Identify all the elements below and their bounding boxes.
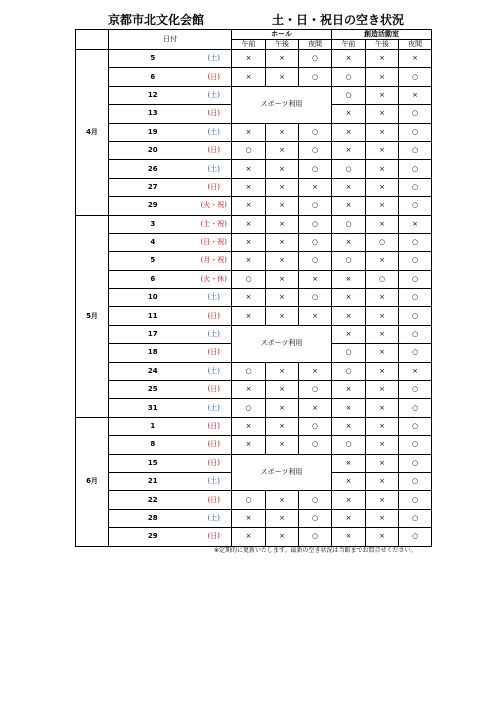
hall-status-cell: × <box>266 215 299 233</box>
studio-status-cell: × <box>332 417 366 435</box>
table-row <box>76 528 432 546</box>
studio-status-cell: × <box>399 50 432 68</box>
studio-status-cell: ○ <box>399 233 432 251</box>
day-number: 20 <box>109 141 197 159</box>
day-number: 29 <box>109 197 197 215</box>
studio-status-cell: × <box>366 289 399 307</box>
day-number: 8 <box>109 436 197 454</box>
studio-status-cell: ○ <box>399 381 432 399</box>
day-number: 5 <box>109 252 197 270</box>
hall-status-cell: × <box>266 252 299 270</box>
table-row <box>76 233 432 251</box>
hall-status-cell: × <box>232 160 266 178</box>
day-number: 22 <box>109 491 197 509</box>
hall-status-cell: × <box>232 252 266 270</box>
hall-status-cell: × <box>299 270 332 288</box>
hall-status-cell: ○ <box>299 509 332 527</box>
studio-status-cell: ○ <box>332 160 366 178</box>
studio-status-cell: × <box>366 178 399 196</box>
day-of-week: (土) <box>197 289 232 307</box>
day-of-week: (土) <box>197 509 232 527</box>
day-number: 19 <box>109 123 197 141</box>
table-row <box>76 68 432 86</box>
header-studio-afternoon: 午後 <box>366 40 399 50</box>
day-of-week: (日) <box>197 528 232 546</box>
studio-status-cell: ○ <box>399 141 432 159</box>
hall-status-cell: ○ <box>299 417 332 435</box>
studio-status-cell: × <box>366 362 399 380</box>
day-of-week: (土) <box>197 123 232 141</box>
day-number: 5 <box>109 50 197 68</box>
hall-status-cell: ○ <box>299 50 332 68</box>
hall-status-cell: × <box>232 417 266 435</box>
facility-title: 京都市北文化会館 <box>108 13 205 27</box>
hall-status-cell: × <box>232 197 266 215</box>
month-label: 4月 <box>76 50 109 216</box>
table-row <box>76 50 432 68</box>
studio-status-cell: ○ <box>332 344 366 362</box>
studio-status-cell: × <box>332 197 366 215</box>
header-studio-night: 夜間 <box>399 40 432 50</box>
hall-status-cell: × <box>266 399 299 417</box>
studio-status-cell: × <box>332 50 366 68</box>
header-hall-morning: 午前 <box>232 40 266 50</box>
header-studio-morning: 午前 <box>332 40 366 50</box>
hall-status-cell: × <box>266 197 299 215</box>
studio-status-cell: ○ <box>399 105 432 123</box>
table-row <box>76 86 432 104</box>
studio-status-cell: × <box>366 381 399 399</box>
table-row <box>76 160 432 178</box>
day-of-week: (日・祝) <box>197 233 232 251</box>
table-row <box>76 197 432 215</box>
studio-status-cell: × <box>366 105 399 123</box>
hall-status-cell: × <box>266 68 299 86</box>
day-number: 10 <box>109 289 197 307</box>
hall-status-cell: × <box>266 528 299 546</box>
day-number: 28 <box>109 509 197 527</box>
studio-status-cell: ○ <box>399 68 432 86</box>
table-row <box>76 178 432 196</box>
hall-status-cell: × <box>232 307 266 325</box>
studio-status-cell: × <box>332 325 366 343</box>
studio-status-cell: × <box>366 528 399 546</box>
day-number: 21 <box>109 472 197 490</box>
studio-status-cell: ○ <box>399 344 432 362</box>
studio-status-cell: ○ <box>399 160 432 178</box>
hall-status-cell: × <box>266 436 299 454</box>
day-of-week: (日) <box>197 436 232 454</box>
hall-status-cell: × <box>232 68 266 86</box>
studio-status-cell: × <box>366 160 399 178</box>
studio-status-cell: × <box>366 307 399 325</box>
studio-status-cell: × <box>332 528 366 546</box>
hall-status-cell: × <box>266 178 299 196</box>
hall-status-cell: ○ <box>232 399 266 417</box>
hall-status-cell: ○ <box>299 141 332 159</box>
hall-status-cell: × <box>266 160 299 178</box>
header-corner <box>76 30 109 50</box>
studio-status-cell: × <box>366 252 399 270</box>
day-of-week: (日) <box>197 105 232 123</box>
studio-status-cell: × <box>366 215 399 233</box>
hall-status-cell: × <box>266 362 299 380</box>
studio-status-cell: ○ <box>332 215 366 233</box>
hall-status-cell: ○ <box>299 215 332 233</box>
hall-status-cell: × <box>299 178 332 196</box>
header-hall-night: 夜間 <box>299 40 332 50</box>
studio-status-cell: × <box>366 197 399 215</box>
studio-status-cell: × <box>332 454 366 472</box>
studio-status-cell: × <box>332 141 366 159</box>
hall-status-cell: × <box>332 472 366 490</box>
day-of-week: (日) <box>197 307 232 325</box>
studio-status-cell: × <box>332 491 366 509</box>
studio-status-cell: ○ <box>399 491 432 509</box>
day-of-week: (火・祝) <box>197 197 232 215</box>
studio-status-cell: × <box>366 141 399 159</box>
studio-status-cell: ○ <box>399 454 432 472</box>
studio-status-cell: × <box>399 215 432 233</box>
day-of-week: (土) <box>197 160 232 178</box>
hall-status-cell: × <box>232 509 266 527</box>
studio-status-cell: ○ <box>399 123 432 141</box>
hall-status-cell: × <box>266 123 299 141</box>
day-number: 15 <box>109 454 197 472</box>
hall-status-cell: × <box>232 381 266 399</box>
hall-status-cell: × <box>232 178 266 196</box>
studio-status-cell: ○ <box>366 233 399 251</box>
hall-status-cell: ○ <box>232 362 266 380</box>
table-row <box>76 289 432 307</box>
hall-status-cell: ○ <box>299 197 332 215</box>
hall-status-cell: ○ <box>232 491 266 509</box>
hall-sports-use: スポーツ利用 <box>232 86 332 123</box>
hall-status-cell: ○ <box>299 160 332 178</box>
day-of-week: (日) <box>197 454 232 472</box>
hall-status-cell: ○ <box>299 289 332 307</box>
studio-status-cell: ○ <box>399 509 432 527</box>
table-row <box>76 399 432 417</box>
day-of-week: (土・祝) <box>197 215 232 233</box>
day-of-week: (土) <box>197 50 232 68</box>
studio-status-cell: × <box>332 123 366 141</box>
hall-status-cell: ○ <box>299 123 332 141</box>
studio-status-cell: ○ <box>399 197 432 215</box>
hall-status-cell: × <box>266 270 299 288</box>
studio-status-cell: × <box>332 178 366 196</box>
studio-status-cell: ○ <box>399 436 432 454</box>
studio-status-cell: ○ <box>399 289 432 307</box>
studio-status-cell: ○ <box>399 325 432 343</box>
table-row <box>76 307 432 325</box>
studio-status-cell: × <box>332 289 366 307</box>
table-row <box>76 252 432 270</box>
day-number: 6 <box>109 270 197 288</box>
header-date: 日付 <box>109 30 232 50</box>
month-label: 6月 <box>76 417 109 546</box>
studio-status-cell: × <box>366 417 399 435</box>
day-number: 31 <box>109 399 197 417</box>
studio-status-cell: × <box>366 399 399 417</box>
hall-status-cell: × <box>266 491 299 509</box>
studio-status-cell: ○ <box>332 362 366 380</box>
studio-status-cell: × <box>332 307 366 325</box>
header-hall: ホール <box>232 30 332 40</box>
hall-status-cell: × <box>266 417 299 435</box>
month-label: 5月 <box>76 215 109 417</box>
header-studio: 創造活動室 <box>332 30 432 40</box>
hall-status-cell: × <box>232 50 266 68</box>
hall-status-cell: ○ <box>299 233 332 251</box>
table-row <box>76 141 432 159</box>
day-number: 12 <box>109 86 197 104</box>
day-number: 27 <box>109 178 197 196</box>
studio-status-cell: ○ <box>399 307 432 325</box>
table-row <box>76 325 432 343</box>
studio-status-cell: ○ <box>399 528 432 546</box>
studio-status-cell: × <box>332 233 366 251</box>
availability-title: 土・日・祝日の空き状況 <box>272 13 405 27</box>
studio-status-cell: ○ <box>399 178 432 196</box>
hall-status-cell: × <box>232 289 266 307</box>
day-of-week: (日) <box>197 178 232 196</box>
studio-status-cell: × <box>399 86 432 104</box>
day-number: 13 <box>109 105 197 123</box>
day-of-week: (土) <box>197 399 232 417</box>
day-number: 11 <box>109 307 197 325</box>
studio-status-cell: ○ <box>399 252 432 270</box>
day-of-week: (土) <box>197 362 232 380</box>
hall-status-cell: ○ <box>299 381 332 399</box>
day-number: 26 <box>109 160 197 178</box>
hall-status-cell: × <box>232 123 266 141</box>
header-hall-afternoon: 午後 <box>266 40 299 50</box>
header-row-groups <box>76 30 432 40</box>
day-number: 18 <box>109 344 197 362</box>
update-note: ※定期的に更新いたします。最新の空き状況は当館までお問合せください。 <box>214 547 417 554</box>
studio-status-cell: ○ <box>399 417 432 435</box>
studio-status-cell: ○ <box>399 270 432 288</box>
studio-status-cell: × <box>366 325 399 343</box>
hall-status-cell: × <box>266 509 299 527</box>
studio-status-cell: × <box>399 362 432 380</box>
studio-status-cell: × <box>366 68 399 86</box>
hall-status-cell: × <box>266 141 299 159</box>
hall-status-cell: × <box>266 233 299 251</box>
studio-status-cell: × <box>366 491 399 509</box>
table-row <box>76 123 432 141</box>
studio-status-cell: × <box>366 86 399 104</box>
studio-status-cell: × <box>332 270 366 288</box>
day-of-week: (日) <box>197 141 232 159</box>
hall-status-cell: × <box>299 362 332 380</box>
day-of-week: (土) <box>197 325 232 343</box>
studio-status-cell: × <box>366 436 399 454</box>
hall-status-cell: ○ <box>299 436 332 454</box>
studio-status-cell: × <box>332 399 366 417</box>
day-number: 24 <box>109 362 197 380</box>
table-row <box>76 417 432 435</box>
studio-status-cell: × <box>366 509 399 527</box>
studio-status-cell: × <box>366 344 399 362</box>
availability-table <box>75 29 432 547</box>
hall-status-cell: ○ <box>399 472 432 490</box>
hall-status-cell: × <box>232 215 266 233</box>
day-of-week: (日) <box>197 381 232 399</box>
hall-status-cell: × <box>232 528 266 546</box>
table-row <box>76 491 432 509</box>
studio-status-cell: ○ <box>332 436 366 454</box>
day-number: 1 <box>109 417 197 435</box>
day-of-week: (月・祝) <box>197 252 232 270</box>
day-of-week: (日) <box>197 344 232 362</box>
studio-status-cell: ○ <box>332 252 366 270</box>
studio-status-cell: ○ <box>366 270 399 288</box>
studio-status-cell: × <box>366 123 399 141</box>
day-of-week: (日) <box>197 417 232 435</box>
hall-status-cell: × <box>232 436 266 454</box>
day-of-week: (日) <box>197 491 232 509</box>
studio-status-cell: × <box>332 381 366 399</box>
hall-status-cell: × <box>266 50 299 68</box>
day-number: 29 <box>109 528 197 546</box>
table-row <box>76 381 432 399</box>
studio-status-cell: × <box>332 105 366 123</box>
day-number: 17 <box>109 325 197 343</box>
hall-status-cell: × <box>266 289 299 307</box>
studio-status-cell: ○ <box>332 68 366 86</box>
hall-status-cell: ○ <box>299 528 332 546</box>
studio-status-cell: ○ <box>399 399 432 417</box>
hall-status-cell: × <box>232 233 266 251</box>
day-number: 3 <box>109 215 197 233</box>
hall-status-cell: × <box>366 472 399 490</box>
day-number: 6 <box>109 68 197 86</box>
hall-status-cell: ○ <box>299 491 332 509</box>
table-row <box>76 436 432 454</box>
day-number: 4 <box>109 233 197 251</box>
table-row <box>76 362 432 380</box>
hall-sports-use: スポーツ利用 <box>232 454 332 491</box>
table-row <box>76 509 432 527</box>
day-of-week: (火・休) <box>197 270 232 288</box>
hall-status-cell: × <box>299 307 332 325</box>
hall-status-cell: ○ <box>299 252 332 270</box>
day-of-week: (土) <box>197 472 232 490</box>
hall-status-cell: × <box>299 399 332 417</box>
table-row <box>76 454 432 472</box>
studio-status-cell: × <box>366 50 399 68</box>
studio-status-cell: × <box>332 509 366 527</box>
day-number: 25 <box>109 381 197 399</box>
day-of-week: (日) <box>197 68 232 86</box>
studio-status-cell: × <box>366 454 399 472</box>
hall-status-cell: ○ <box>299 68 332 86</box>
hall-status-cell: × <box>266 381 299 399</box>
studio-status-cell: ○ <box>332 86 366 104</box>
table-row <box>76 270 432 288</box>
table-row <box>76 215 432 233</box>
hall-status-cell: ○ <box>232 141 266 159</box>
hall-status-cell: × <box>266 307 299 325</box>
hall-sports-use: スポーツ利用 <box>232 325 332 362</box>
hall-status-cell: ○ <box>232 270 266 288</box>
day-of-week: (土) <box>197 86 232 104</box>
